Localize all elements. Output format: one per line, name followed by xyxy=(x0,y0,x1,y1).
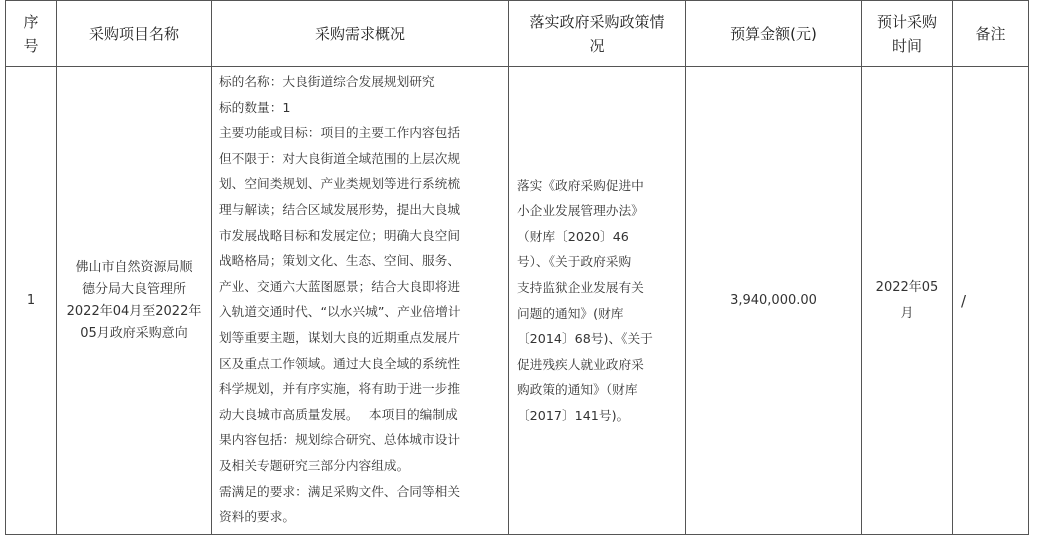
header-seq xyxy=(6,1,57,67)
policy-line: 问题的通知》(财库 xyxy=(517,305,624,321)
policy-line: 促进残疾人就业政府采 xyxy=(517,356,644,372)
policy-line: 购政策的通知》（财库 xyxy=(517,382,638,398)
requirements-line: 战略格局；策划文化、生态、空间、服务、 xyxy=(219,253,461,269)
cell-requirements xyxy=(212,67,509,535)
header-budget: 预算金额(元) xyxy=(686,1,862,67)
header-row xyxy=(6,1,1029,67)
project-name-line: 05月政府采购意向 xyxy=(80,325,188,341)
requirements-line: 标的名称：大良街道综合发展规划研究 xyxy=(219,74,435,89)
requirements-line: 资料的要求。 xyxy=(219,509,296,525)
header-policy-line: 落实政府采购政策情 xyxy=(529,12,665,31)
requirements-line: 主要功能或目标：项目的主要工作内容包括 xyxy=(219,125,461,141)
requirements-line: 需满足的要求：满足采购文件、合同等相关 xyxy=(219,483,461,499)
requirements-line: 果内容包括：规划综合研究、总体城市设计 xyxy=(219,432,461,448)
policy-line: 号）、《关于政府采购 xyxy=(517,254,632,270)
header-seq-line: 号 xyxy=(23,36,39,55)
policy-line: （财库〔2020〕46 xyxy=(517,228,629,244)
time-line: 2022年05 xyxy=(875,279,939,295)
requirements-line: 科学规划，并有序实施，将有助于进一步推 xyxy=(219,381,461,397)
requirements-line: 理与解读；结合区域发展形势，提出大良城 xyxy=(219,201,461,217)
cell-time xyxy=(862,67,953,535)
header-requirements: 采购需求概况 xyxy=(212,1,509,67)
policy-line: 〔2017〕141号)。 xyxy=(517,407,630,423)
header-time-line: 时间 xyxy=(891,36,922,55)
requirements-line: 及相关专题研究三部分内容组成。 xyxy=(219,457,410,473)
cell-budget: 3,940,000.00 xyxy=(686,67,862,535)
procurement-table xyxy=(5,0,1029,535)
requirements-line: 区及重点工作领域。通过大良全域的系统性 xyxy=(219,355,461,371)
requirements-line: 入轨道交通时代、“以水兴城”、产业倍增计 xyxy=(219,304,461,320)
cell-policy xyxy=(509,67,686,535)
table-row xyxy=(6,67,1029,535)
requirements-line: 划、空间类规划、产业类规划等进行系统梳 xyxy=(219,176,461,192)
project-name-line: 德分局大良管理所 xyxy=(81,281,186,297)
cell-project-name xyxy=(57,67,212,535)
header-policy-line: 况 xyxy=(589,36,605,55)
policy-line: 小企业发展管理办法》 xyxy=(517,203,644,219)
requirements-line: 但不限于：对大良街道全域范围的上层次规 xyxy=(219,150,461,166)
header-seq-line: 序 xyxy=(23,12,39,31)
requirements-line: 标的数量：1 xyxy=(219,99,291,115)
requirements-line: 动大良城市高质量发展。 本项目的编制成 xyxy=(219,406,458,422)
cell-seq: 1 xyxy=(6,67,57,535)
header-time xyxy=(862,1,953,67)
header-policy xyxy=(509,1,686,67)
project-name-line: 2022年04月至2022年 xyxy=(66,303,202,319)
header-note: 备注 xyxy=(953,1,1029,67)
header-project-name: 采购项目名称 xyxy=(57,1,212,67)
time-line: 月 xyxy=(900,305,914,321)
cell-note: / xyxy=(953,67,1029,535)
policy-line: 落实《政府采购促进中 xyxy=(517,177,644,193)
requirements-line: 市发展战略目标和发展定位；明确大良空间 xyxy=(219,227,461,243)
project-name-line: 佛山市自然资源局顺 xyxy=(75,259,193,275)
header-time-line: 预计采购 xyxy=(876,12,937,31)
policy-line: 支持监狱企业发展有关 xyxy=(517,279,644,295)
requirements-line: 划等重要主题，谋划大良的近期重点发展片 xyxy=(219,329,461,345)
requirements-line: 产业、交通六大蓝图愿景；结合大良即将进 xyxy=(219,278,461,294)
policy-line: 〔2014〕68号)、《关于 xyxy=(517,331,653,347)
